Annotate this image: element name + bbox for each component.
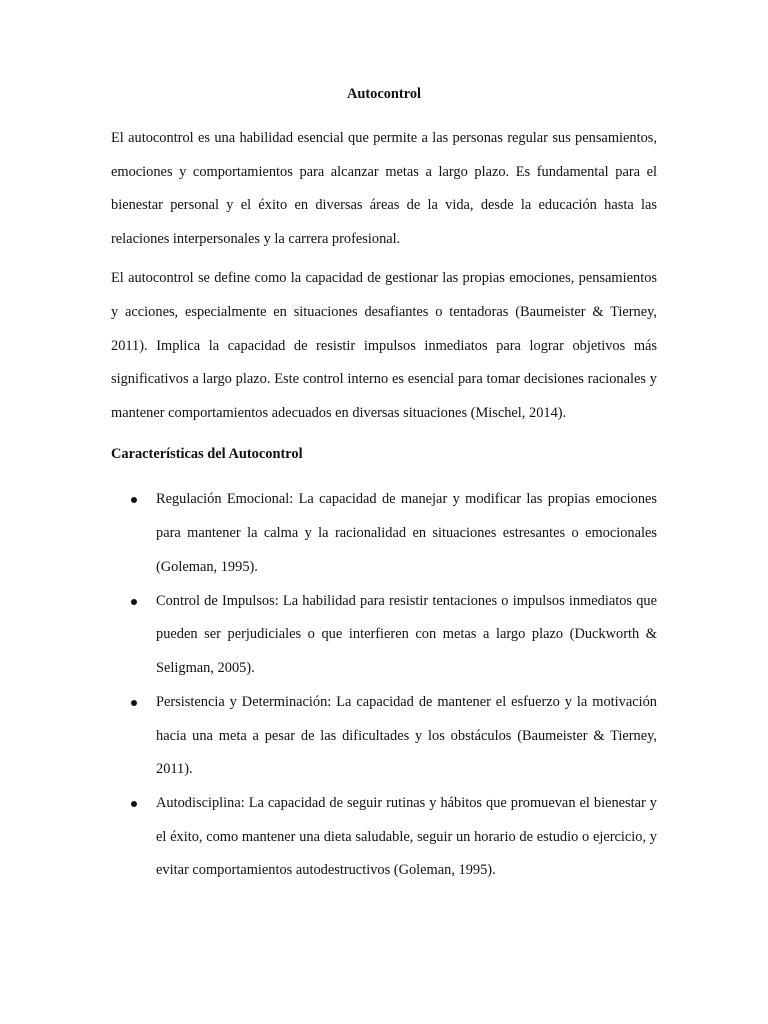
list-item-text: Regulación Emocional: La capacidad de manejar y modificar las propias emociones para mantener la calma y la racionalidad en situaciones estresantes o emocionales (Goleman, 1995). [156, 491, 657, 575]
document-title: Autocontrol [346, 86, 422, 102]
list-item-text: Persistencia y Determinación: La capacidad de mantener el esfuerzo y la motivación hacia una meta a pesar de las dificultades y los obstáculos (Baumeister & Tierney, 2011). [156, 693, 657, 778]
section-heading: Características del Autocontrol [111, 446, 303, 463]
list-item [111, 585, 657, 686]
bullet-dot-icon [131, 497, 137, 503]
bullet-dot-icon [131, 599, 137, 605]
bullet-dot-icon [131, 700, 137, 706]
document-body [111, 84, 657, 888]
list-item [111, 483, 657, 584]
characteristics-list [111, 483, 657, 888]
definition-paragraph: El autocontrol se define como la capacidad de gestionar las propias emociones, pensamientos y acciones, especialmente en situaciones desafiantes o tentadoras (Baumeister & Tierney, 2011). Implica la capacidad de resistir impulsos inmediatos para lograr objetivos más significativos a largo plazo. Este control interno es esencial para tomar decisiones racionales y mantener comportamientos adecuados en diversas situaciones (Mischel, 2014). [111, 270, 657, 421]
list-item [111, 787, 657, 888]
intro-paragraph: El autocontrol es una habilidad esencial que permite a las personas regular sus pensamientos, emociones y comportamientos para alcanzar metas a largo plazo. Es fundamental para el bienestar personal y el éxito en diversas áreas de la vida, desde la educación hasta las relaciones interpersonales y la carrera profesional. [111, 130, 657, 247]
list-item-text: Control de Impulsos: La habilidad para resistir tentaciones o impulsos inmediatos que pueden ser perjudiciales o que interfieren con metas a largo plazo (Duckworth & Seligman, 2005). [156, 592, 657, 676]
list-item [111, 686, 657, 787]
bullet-dot-icon [131, 801, 137, 807]
list-item-text: Autodisciplina: La capacidad de seguir rutinas y hábitos que promuevan el bienestar y el éxito, como mantener una dieta saludable, seguir un horario de estudio o ejercicio, y evitar comportamientos autodestructivos (Goleman, 1995). [156, 795, 657, 879]
